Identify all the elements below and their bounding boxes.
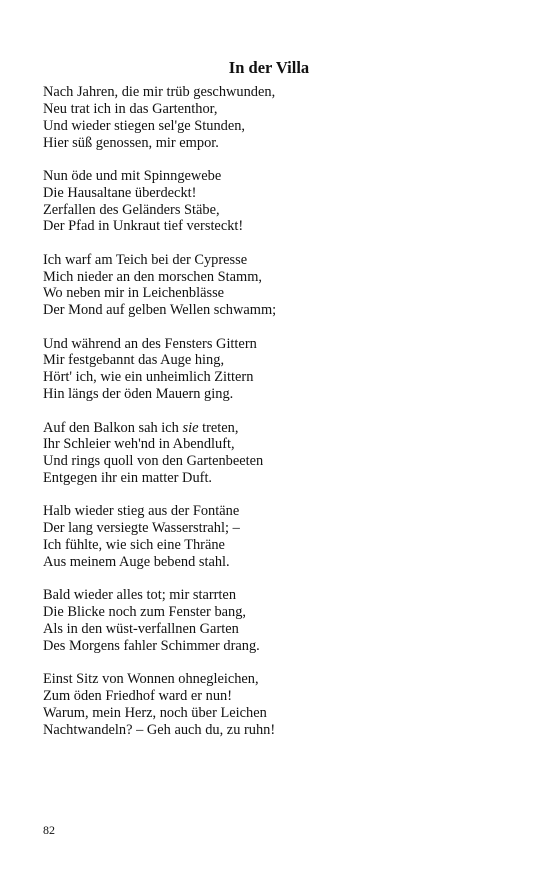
verse-line: Und rings quoll von den Gartenbeeten — [43, 453, 264, 470]
verse-line: Mich nieder an den morschen Stamm, — [43, 268, 263, 285]
stanza — [43, 252, 523, 319]
verse-line: Bald wieder alles tot; mir starrten — [43, 587, 237, 604]
verse-line: Der Mond auf gelben Wellen schwamm; — [43, 302, 277, 319]
verse-line: Zum öden Friedhof ward er nun! — [43, 687, 233, 704]
stanza — [43, 671, 523, 738]
verse-line: Die Hausaltane überdeckt! — [43, 184, 197, 201]
verse-line: Der lang versiegte Wasserstrahl; – — [43, 520, 240, 537]
stanza — [43, 84, 523, 151]
stanza — [43, 336, 523, 403]
page-number: 82 — [43, 823, 55, 837]
verse-text: treten, — [198, 419, 239, 436]
verse-line: Und wieder stiegen sel'ge Stunden, — [43, 117, 246, 134]
verse-line — [43, 420, 523, 437]
emphasized-word: sie — [182, 419, 199, 436]
verse-line: Neu trat ich in das Gartenthor, — [43, 100, 218, 117]
stanza — [43, 168, 523, 235]
verse-line: Hier süß genossen, mir empor. — [43, 134, 219, 151]
verse-line: Ihr Schleier weh'nd in Abendluft, — [43, 436, 235, 453]
verse-line: Des Morgens fahler Schimmer drang. — [43, 637, 260, 654]
verse-line: Aus meinem Auge bebend stahl. — [43, 553, 230, 570]
verse-line: Einst Sitz von Wonnen ohnegleichen, — [43, 671, 259, 688]
verse-line: Die Blicke noch zum Fenster bang, — [43, 604, 247, 621]
verse-line: Ich fühlte, wie sich eine Thräne — [43, 537, 225, 554]
verse-line: Entgegen ihr ein matter Duft. — [43, 470, 213, 487]
verse-line: Ich warf am Teich bei der Cypresse — [43, 251, 248, 268]
poem-title-text: In der Villa — [228, 58, 310, 77]
verse-line: Mir festgebannt das Auge hing, — [43, 352, 225, 369]
verse-line: Der Pfad in Unkraut tief versteckt! — [43, 218, 244, 235]
verse-line: Und während an des Fensters Gittern — [43, 335, 257, 352]
verse-line: Hin längs der öden Mauern ging. — [43, 386, 234, 403]
verse-line: Hört' ich, wie ein unheimlich Zittern — [43, 369, 254, 386]
verse-text: Auf den Balkon sah ich — [43, 419, 183, 436]
poem-title — [0, 57, 520, 79]
verse-line: Halb wieder stieg aus der Fontäne — [43, 503, 240, 520]
verse-line: Nun öde und mit Spinngewebe — [43, 167, 222, 184]
stanza — [43, 503, 523, 570]
verse-line: Nachtwandeln? – Geh auch du, zu ruhn! — [43, 721, 276, 738]
stanza — [43, 420, 523, 487]
stanza — [43, 587, 523, 654]
verse-line: Als in den wüst-verfallnen Garten — [43, 620, 239, 637]
verse-line: Warum, mein Herz, noch über Leichen — [43, 704, 267, 721]
verse-line: Wo neben mir in Leichenblässe — [43, 285, 225, 302]
verse-line: Nach Jahren, die mir trüb geschwunden, — [43, 84, 276, 100]
verse-line: Zerfallen des Geländers Stäbe, — [43, 201, 220, 218]
poem-body — [43, 84, 523, 755]
